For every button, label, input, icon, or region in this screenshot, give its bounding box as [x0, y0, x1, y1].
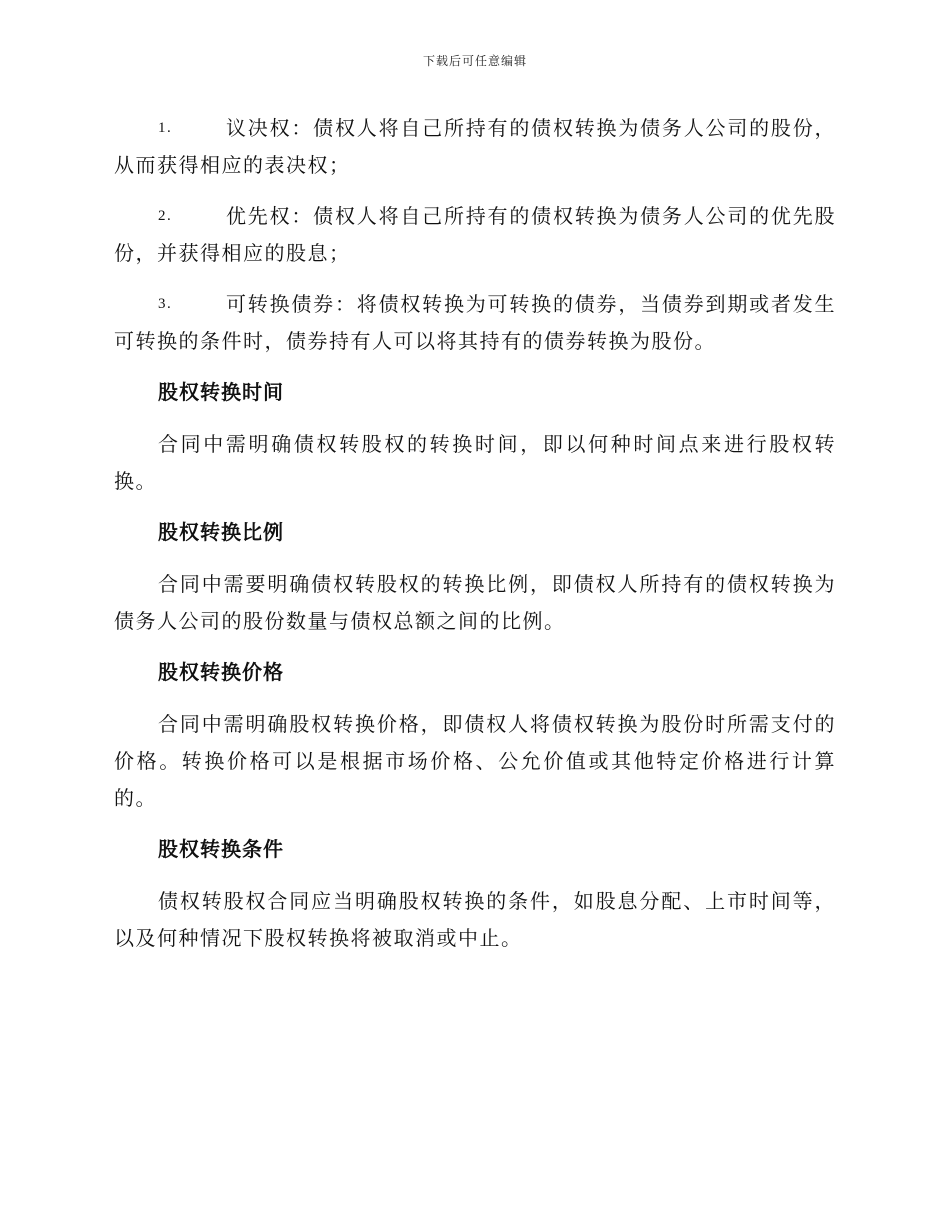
list-item-text: 可转换债券：将债权转换为可转换的债券，当债券到期或者发生可转换的条件时，债券持有人可以将其持有的债券转换为股份。: [114, 292, 836, 353]
list-number: 1.: [158, 120, 173, 136]
section-heading: 股权转换时间: [158, 380, 284, 404]
section-paragraph: 合同中需要明确债权转股权的转换比例，即债权人所持有的债权转换为债务人公司的股份数量与债权总额之间的比例。: [114, 572, 836, 633]
list-item-text: 议决权：债权人将自己所持有的债权转换为债务人公司的股份，从而获得相应的表决权；: [114, 116, 836, 177]
section-heading: 股权转换比例: [158, 520, 284, 544]
list-number: 3.: [158, 296, 173, 312]
section-paragraph: 合同中需明确债权转股权的转换时间，即以何种时间点来进行股权转换。: [114, 432, 836, 493]
section-paragraph: 债权转股权合同应当明确股权转换的条件，如股息分配、上市时间等，以及何种情况下股权转换将被取消或中止。: [114, 889, 836, 950]
page-header: 下载后可任意编辑: [422, 54, 527, 68]
section-heading: 股权转换条件: [158, 837, 284, 861]
section-heading: 股权转换价格: [158, 660, 284, 684]
document-body: [114, 110, 836, 971]
list-number: 2.: [158, 208, 173, 224]
list-item: [114, 110, 836, 184]
section-paragraph: 合同中需明确股权转换价格，即债权人将债权转换为股份时所需支付的价格。转换价格可以是根据市场价格、公允价值或其他特定价格进行计算的。: [114, 712, 836, 810]
list-item-text: 优先权：债权人将自己所持有的债权转换为债务人公司的优先股份，并获得相应的股息；: [114, 204, 836, 265]
list-item: [114, 286, 836, 360]
list-item: [114, 198, 836, 272]
